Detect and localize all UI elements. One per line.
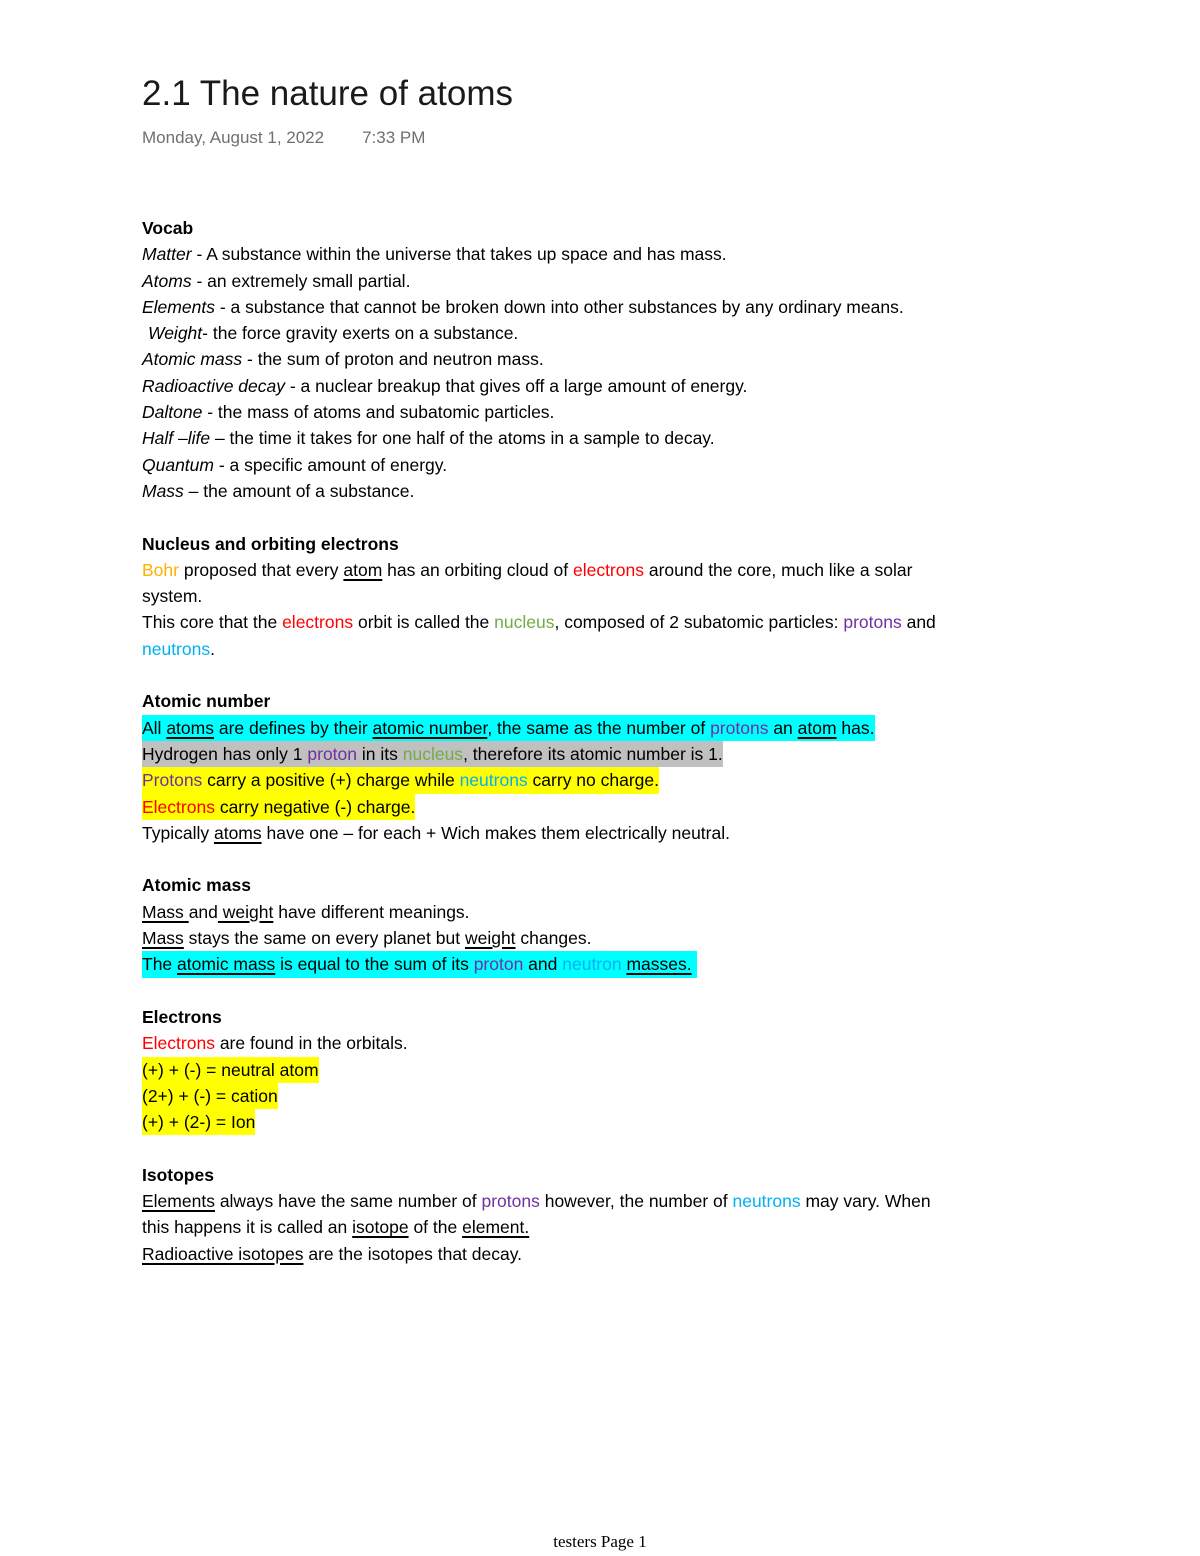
highlighted-line (142, 767, 1072, 793)
text-run: , composed of 2 subatomic particles: (554, 612, 844, 633)
text-run: , therefore its atomic number is 1. (463, 743, 723, 764)
text-run: may vary. When (800, 1190, 931, 1211)
blank-line (142, 662, 1072, 688)
text-run: has. (836, 717, 875, 738)
vocab-term: Atomic mass (142, 349, 243, 370)
vocab-term: Half –life (142, 428, 211, 449)
text-run: - the sum of proton and neutron mass. (242, 349, 544, 370)
text-run: , the same as the number of (487, 717, 711, 738)
text-run: – the time it takes for one half of the atoms in a sample to decay. (210, 428, 715, 449)
vocab-term: Daltone (142, 402, 203, 423)
text-run: are found in the orbitals. (214, 1033, 408, 1054)
vocab-term: Quantum (142, 454, 214, 475)
text-run: This core that the (142, 612, 283, 633)
text-run: - a nuclear breakup that gives off a large amount of energy. (285, 375, 748, 396)
section-heading: Isotopes (142, 1164, 214, 1185)
page-title: 2.1 The nature of atoms (142, 74, 513, 113)
text-line (142, 925, 1072, 951)
colored-term: nucleus (402, 743, 464, 764)
vocab-term: Weight (148, 323, 203, 344)
text-run: The (142, 954, 178, 975)
highlight (142, 1057, 319, 1083)
text-run: proposed that every (178, 559, 344, 580)
text-line (142, 1214, 1072, 1240)
text-run: around the core, much like a solar (643, 559, 913, 580)
text-run: – the amount of a substance. (183, 480, 415, 501)
text-line (142, 636, 1072, 662)
highlighted-line (142, 1057, 1072, 1083)
text-line (142, 1188, 1072, 1214)
underlined-term: atomic mass (177, 954, 276, 975)
highlighted-line (142, 1083, 1072, 1109)
text-run: changes. (515, 928, 592, 949)
highlighted-line (142, 741, 1072, 767)
vocab-term: Mass (142, 480, 184, 501)
section-heading: Atomic mass (142, 875, 251, 896)
text-line (142, 373, 1072, 399)
text-line (142, 899, 1072, 925)
highlighted-line (142, 794, 1072, 820)
colored-term: electrons (572, 559, 644, 580)
underlined-term: Radioactive isotopes (142, 1243, 304, 1264)
text-run: this happens it is called an (142, 1217, 353, 1238)
colored-term: proton (307, 743, 358, 764)
text-run: have different meanings. (273, 901, 470, 922)
underlined-term: atom (797, 717, 837, 738)
highlight (142, 1083, 278, 1109)
highlight (142, 794, 415, 820)
text-run: (+) + (-) = neutral atom (142, 1059, 319, 1080)
blank-line (142, 504, 1072, 530)
text-run: have one – for each + Wich makes them electrically neutral. (261, 822, 730, 843)
text-run: (+) + (2-) = Ion (142, 1112, 256, 1133)
colored-term: Bohr (142, 559, 179, 580)
colored-term: neutrons (459, 770, 528, 791)
text-line (142, 268, 1072, 294)
colored-term: nucleus (494, 612, 555, 633)
colored-term: neutrons (732, 1190, 801, 1211)
text-run: are the isotopes that decay. (303, 1243, 523, 1264)
text-run: - a specific amount of energy. (213, 454, 448, 475)
note-time: 7:33 PM (362, 128, 426, 147)
text-line (142, 320, 1072, 346)
text-run: carry a positive (+) charge while (202, 770, 460, 791)
text-run: and (188, 901, 218, 922)
underlined-term: weight (464, 928, 516, 949)
colored-term: neutron (562, 954, 622, 975)
blank-line (142, 1135, 1072, 1161)
underlined-term: Elements (142, 1190, 215, 1211)
underlined-term: element. (462, 1217, 530, 1238)
underlined-term: Mass (142, 928, 184, 949)
text-run (692, 954, 697, 974)
text-run: an (768, 717, 798, 738)
text-run: is equal to the sum of its (275, 954, 474, 975)
highlighted-line (142, 951, 1072, 977)
colored-term: proton (473, 954, 524, 975)
colored-term: neutrons (142, 638, 211, 659)
text-run: - an extremely small partial. (191, 270, 411, 291)
text-line (142, 294, 1072, 320)
text-run: always have the same number of (214, 1190, 482, 1211)
underlined-term: atomic number (372, 717, 488, 738)
colored-term: Electrons (142, 796, 215, 817)
text-run: Hydrogen has only 1 (142, 743, 308, 764)
underlined-term: atom (343, 559, 383, 580)
text-line (142, 452, 1072, 478)
text-run: - the force gravity exerts on a substance. (202, 323, 519, 344)
text-line (142, 241, 1072, 267)
colored-term: protons (710, 717, 769, 738)
text-run: (2+) + (-) = cation (142, 1085, 278, 1106)
colored-term: electrons (282, 612, 354, 633)
text-line (142, 1241, 1072, 1267)
text-run: of the (408, 1217, 463, 1238)
section-heading: Vocab (142, 218, 194, 238)
underlined-term: atoms (213, 822, 262, 843)
text-line (142, 399, 1072, 425)
text-line (142, 820, 1072, 846)
text-line (142, 609, 1072, 635)
text-run: orbit is called the (353, 612, 495, 633)
highlight (142, 741, 723, 767)
underlined-term: atoms (166, 717, 214, 738)
underlined-term: Mass (142, 901, 189, 922)
text-line (142, 478, 1072, 504)
note-date: Monday, August 1, 2022 (142, 128, 325, 147)
colored-term: Electrons (142, 1033, 215, 1054)
colored-term: protons (481, 1190, 540, 1211)
text-run: . (210, 638, 215, 659)
text-run: has an orbiting cloud of (382, 559, 573, 580)
highlight (142, 951, 697, 977)
text-run: - the mass of atoms and subatomic particles. (202, 402, 555, 423)
text-run: carry negative (-) charge. (214, 796, 416, 817)
colored-term: Protons (142, 770, 203, 791)
section-heading: Atomic number (142, 691, 271, 712)
text-line (142, 557, 1072, 583)
vocab-term: Radioactive decay (142, 375, 285, 396)
text-run: carry no charge. (527, 770, 659, 791)
text-run: and (523, 954, 563, 975)
highlighted-line (142, 1109, 1072, 1135)
text-run: All (142, 717, 167, 738)
vocab-term: Matter (142, 244, 192, 265)
text-run: however, the number of (539, 1190, 733, 1211)
text-run: - a substance that cannot be broken down into other substances by any ordinary means. (214, 296, 904, 317)
note-meta (142, 128, 425, 148)
section-heading: Electrons (142, 1006, 222, 1027)
underlined-term: isotope (352, 1217, 409, 1238)
underlined-term: weight (217, 901, 274, 922)
highlight (142, 1109, 255, 1135)
text-run: system. (142, 586, 203, 607)
vocab-term: Elements (142, 296, 215, 317)
text-run: in its (357, 743, 403, 764)
highlighted-line (142, 715, 1072, 741)
underlined-term: masses. (626, 954, 692, 975)
blank-line (142, 846, 1072, 872)
colored-term: protons (843, 612, 902, 633)
text-run: Typically (142, 822, 214, 843)
text-run: stays the same on every planet but (183, 928, 465, 949)
blank-line (142, 978, 1072, 1004)
text-run: - A substance within the universe that takes up space and has mass. (191, 244, 727, 265)
highlight (142, 767, 659, 793)
page-footer: testers Page 1 (553, 1532, 647, 1551)
text-run: and (901, 612, 936, 633)
text-run: are defines by their (213, 717, 373, 738)
text-line (142, 583, 1072, 609)
vocab-term: Atoms (142, 270, 192, 291)
text-line (142, 346, 1072, 372)
note-body (142, 215, 1072, 1267)
text-line (142, 425, 1072, 451)
section-heading: Nucleus and orbiting electrons (142, 533, 399, 554)
highlight (142, 715, 875, 741)
text-line (142, 1030, 1072, 1056)
